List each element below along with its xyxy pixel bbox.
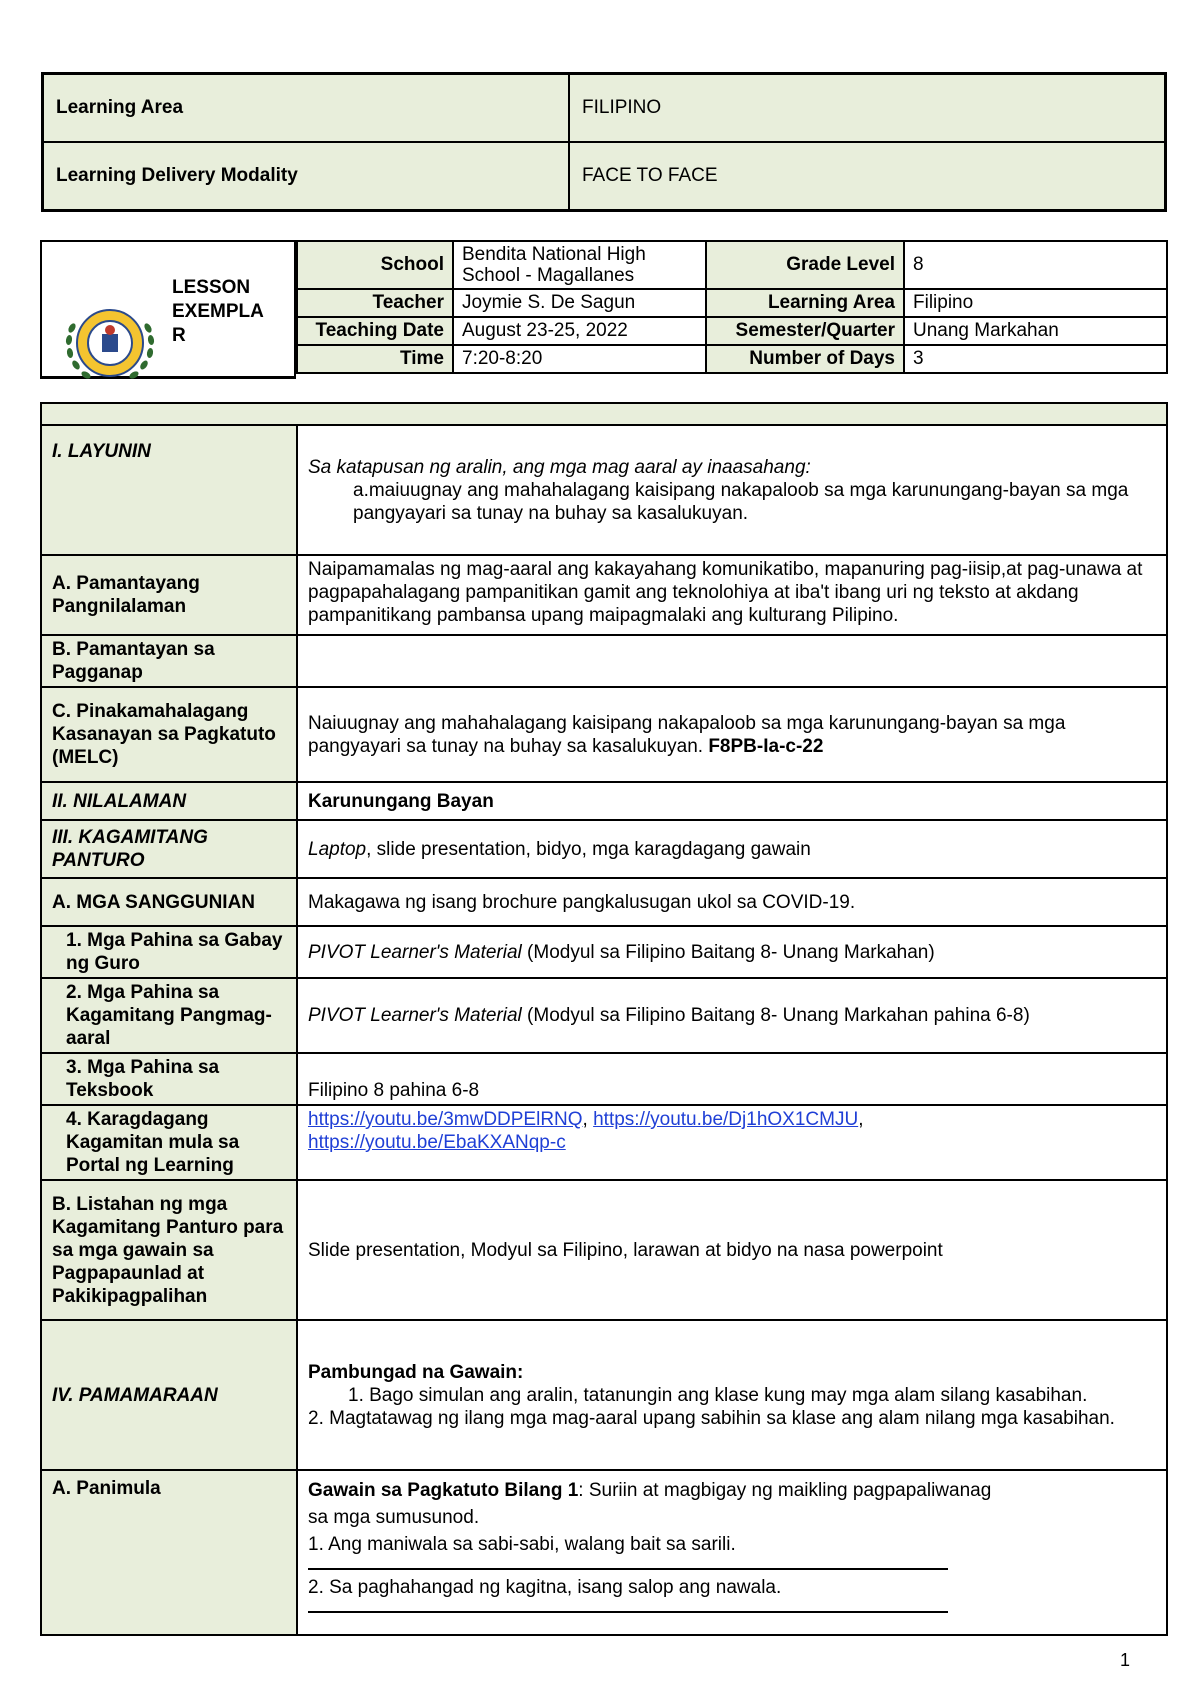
gawain-line2: sa mga sumusunod. — [308, 1507, 480, 1528]
table-band — [41, 403, 1167, 425]
school-label: School — [297, 241, 453, 289]
pagganap-label: B. Pamantayan sa Pagganap — [41, 635, 297, 687]
teksbook-value: Filipino 8 pahina 6-8 — [297, 1053, 1167, 1105]
teaching-date-value: August 23-25, 2022 — [453, 317, 706, 345]
gawain-cell — [297, 1470, 1167, 1635]
learning-area-label: Learning Area — [43, 74, 570, 143]
karagdagang-label: 4. Karagdagang Kagamitan mula sa Portal ng Learning — [41, 1105, 297, 1180]
lesson-plan-table — [40, 402, 1168, 1636]
gabay-italic: PIVOT Learner's Material — [308, 941, 522, 963]
semester-label: Semester/Quarter — [706, 317, 904, 345]
pangmag-label: 2. Mga Pahina sa Kagamitang Pangmag-aaral — [41, 978, 297, 1053]
modality-label: Learning Delivery Modality — [43, 142, 570, 211]
kagamitan-label: III. KAGAMITANG PANTURO — [41, 820, 297, 878]
gawain-item-1: 1. Ang maniwala sa sabi-sabi, walang bait sa sarili. — [308, 1534, 736, 1555]
pangmag-italic: PIVOT Learner's Material — [308, 1005, 522, 1026]
melc-label: C. Pinakamahalagang Kasanayan sa Pagkatuto (MELC) — [41, 687, 297, 782]
answer-line-1 — [308, 1558, 948, 1570]
teaching-date-label: Teaching Date — [297, 317, 453, 345]
video-link-2[interactable]: https://youtu.be/Dj1hOX1CMJU — [593, 1109, 859, 1130]
school-seal-icon — [60, 298, 160, 388]
learning-area-value: FILIPINO — [569, 74, 1166, 143]
listahan-value: Slide presentation, Modyul sa Filipino, larawan at bidyo na nasa powerpoint — [297, 1180, 1167, 1320]
gawain-title: Gawain sa Pagkatuto Bilang 1 — [308, 1480, 579, 1501]
page-number: 1 — [1120, 1650, 1131, 1670]
pangmag-cell — [297, 978, 1167, 1053]
pamantayang-value: Naipamamalas ng mag-aaral ang kakayahang komunikatibo, mapanuring pag-iisip,at pag-unawa at pagpapahalagang pampanitikan gamit ang teknolohiya at iba't ibang uri ng teksto at akdang pampanitikang pambansa upang maipagmalaki ang kulturang Pilipino. — [297, 555, 1167, 635]
header-info-table — [296, 240, 1168, 374]
video-link-3[interactable]: https://youtu.be/EbaKXANqp-c — [308, 1132, 566, 1153]
teksbook-label: 3. Mga Pahina sa Teksbook — [41, 1053, 297, 1105]
gabay-label: 1. Mga Pahina sa Gabay ng Guro — [41, 926, 297, 978]
melc-cell — [297, 687, 1167, 782]
pamamaraan-label: IV. PAMAMARAAN — [41, 1320, 297, 1470]
time-value: 7:20-8:20 — [453, 345, 706, 373]
links-cell: https://youtu.be/3mwDDPElRNQ, https://youtu.be/Dj1hOX1CMJU, https://youtu.be/EbaKXANqp-c — [297, 1105, 1167, 1180]
answer-line-2 — [308, 1601, 948, 1613]
learning-area-header-value: Filipino — [904, 289, 1167, 317]
kagamitan-cell — [297, 820, 1167, 878]
layunin-cell — [297, 425, 1167, 555]
gawain-rest: : Suriin at magbigay ng maikling pagpapaliwanag — [578, 1480, 992, 1501]
number-of-days-value: 3 — [904, 345, 1167, 373]
grade-level-label: Grade Level — [706, 241, 904, 289]
pamantayang-label: A. Pamantayang Pangnilalaman — [41, 555, 297, 635]
video-link-1[interactable]: https://youtu.be/3mwDDPElRNQ — [308, 1109, 583, 1130]
panimula-label: A. Panimula — [41, 1470, 297, 1635]
gabay-cell — [297, 926, 1167, 978]
sanggunian-value: Makagawa ng isang brochure pangkalusugan ukol sa COVID-19. — [297, 878, 1167, 926]
pambungad-title: Pambungad na Gawain: — [308, 1361, 524, 1383]
pambungad-1: 1. Bago simulan ang aralin, tatanungin ang klase kung may mga alam silang kasabihan. — [348, 1384, 1088, 1406]
grade-level-value: 8 — [904, 241, 1167, 289]
learning-area-table — [41, 72, 1167, 212]
number-of-days-label: Number of Days — [706, 345, 904, 373]
gabay-rest: (Modyul sa Filipino Baitang 8- Unang Markahan) — [521, 941, 935, 963]
kagamitan-rest: , slide presentation, bidyo, mga karagdagang gawain — [366, 838, 811, 860]
layunin-intro: Sa katapusan ng aralin, ang mga mag aaral ay inaasahang: — [308, 456, 811, 478]
melc-code: F8PB-Ia-c-22 — [708, 735, 824, 757]
nilalaman-value: Karunungang Bayan — [297, 782, 1167, 820]
lesson-exemplar-title: LESSON EXEMPLA R — [172, 277, 264, 346]
time-label: Time — [297, 345, 453, 373]
pangmag-rest: (Modyul sa Filipino Baitang 8- Unang Markahan pahina 6-8) — [521, 1005, 1030, 1026]
pambungad-cell — [297, 1320, 1167, 1470]
learning-area-header-label: Learning Area — [706, 289, 904, 317]
modality-value: FACE TO FACE — [569, 142, 1166, 211]
layunin-a: a.maiuugnay ang mahahalagang kaisipang nakapaloob sa mga karunungang-bayan sa mga pangyayari sa tunay na buhay sa kasalukuyan. — [353, 479, 1129, 524]
teacher-value: Joymie S. De Sagun — [453, 289, 706, 317]
listahan-label: B. Listahan ng mga Kagamitang Panturo para sa mga gawain sa Pagpapaunlad at Pakikipagpalihan — [41, 1180, 297, 1320]
nilalaman-label: II. NILALAMAN — [41, 782, 297, 820]
pagganap-value — [297, 635, 1167, 687]
school-value: Bendita National High School - Magallanes — [453, 241, 706, 289]
gawain-item-2: 2. Sa paghahangad ng kagitna, isang salop ang nawala. — [308, 1577, 782, 1598]
semester-value: Unang Markahan — [904, 317, 1167, 345]
sanggunian-label: A. MGA SANGGUNIAN — [41, 878, 297, 926]
kagamitan-italic: Laptop — [308, 838, 367, 860]
teacher-label: Teacher — [297, 289, 453, 317]
melc-value: Naiuugnay ang mahahalagang kaisipang nakapaloob sa mga karunungang-bayan sa mga pangyayari sa tunay na buhay sa kasalukuyan. — [308, 712, 1066, 757]
pambungad-2: 2. Magtatawag ng ilang mga mag-aaral upang sabihin sa klase ang alam nilang mga kasabihan. — [308, 1407, 1115, 1429]
layunin-label: I. LAYUNIN — [41, 425, 297, 555]
school-logo — [60, 298, 160, 388]
